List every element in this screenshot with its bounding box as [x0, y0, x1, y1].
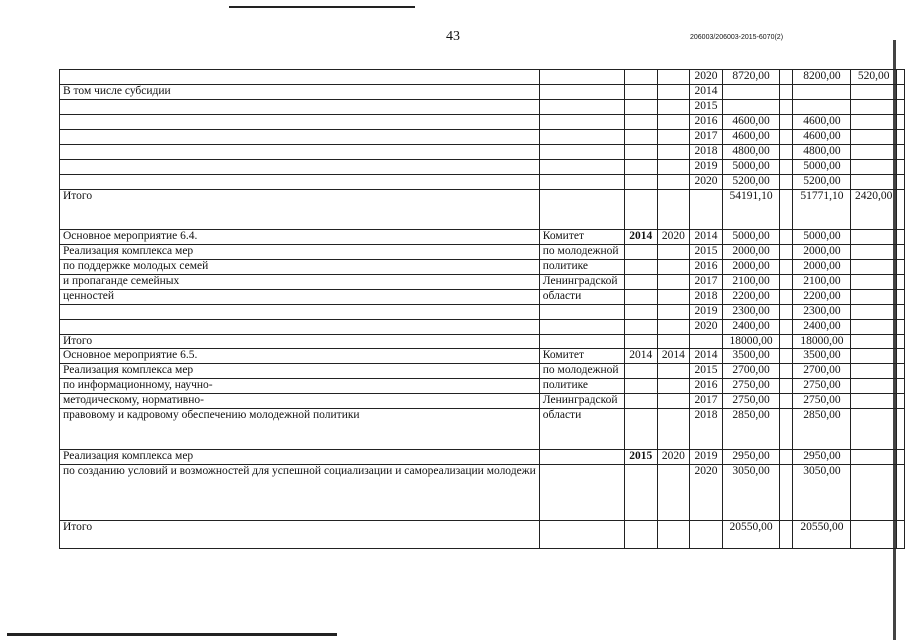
- scan-artifact-bottom: [7, 633, 337, 636]
- cell-regional: 2200,00: [793, 290, 851, 305]
- cell-total: 2700,00: [723, 364, 780, 379]
- cell-start-year: [624, 465, 657, 521]
- table-row: [60, 521, 905, 549]
- cell-regional: 5000,00: [793, 160, 851, 175]
- cell-other: [896, 409, 904, 450]
- table-row: [60, 145, 905, 160]
- cell-regional: 2750,00: [793, 379, 851, 394]
- cell-end-year: [657, 245, 689, 260]
- cell-regional: 8200,00: [793, 70, 851, 85]
- cell-end-year: [657, 85, 689, 100]
- cell-executor: [539, 465, 624, 521]
- cell-regional: 2700,00: [793, 364, 851, 379]
- cell-end-year: [657, 465, 689, 521]
- cell-local: [851, 320, 897, 335]
- cell-year: 2016: [689, 115, 722, 130]
- cell-year: 2015: [689, 364, 722, 379]
- cell-description: Основное мероприятие 6.5.: [60, 349, 540, 364]
- cell-local: [851, 100, 897, 115]
- cell-other: [896, 230, 904, 245]
- cell-year: 2019: [689, 450, 722, 465]
- table-row: [60, 364, 905, 379]
- cell-executor: [539, 85, 624, 100]
- cell-other: [896, 190, 904, 230]
- table-row: [60, 245, 905, 260]
- cell-year: [689, 521, 722, 549]
- cell-end-year: [657, 70, 689, 85]
- cell-federal: [780, 175, 793, 190]
- document-code: 206003/206003-2015-6070(2): [690, 34, 784, 41]
- cell-other: [896, 320, 904, 335]
- cell-start-year: [624, 85, 657, 100]
- cell-other: [896, 260, 904, 275]
- table-row: [60, 275, 905, 290]
- cell-local: [851, 349, 897, 364]
- cell-start-year: [624, 145, 657, 160]
- cell-other: [896, 175, 904, 190]
- cell-start-year: [624, 260, 657, 275]
- cell-total: [723, 100, 780, 115]
- cell-total: 8720,00: [723, 70, 780, 85]
- cell-federal: [780, 190, 793, 230]
- cell-federal: [780, 115, 793, 130]
- cell-federal: [780, 409, 793, 450]
- cell-local: [851, 335, 897, 349]
- cell-end-year: [657, 100, 689, 115]
- cell-other: [896, 305, 904, 320]
- cell-executor: [539, 115, 624, 130]
- cell-local: [851, 160, 897, 175]
- cell-end-year: [657, 160, 689, 175]
- cell-regional: 4800,00: [793, 145, 851, 160]
- cell-executor: [539, 320, 624, 335]
- table-row: [60, 130, 905, 145]
- cell-regional: 2850,00: [793, 409, 851, 450]
- cell-other: [896, 394, 904, 409]
- cell-other: [896, 275, 904, 290]
- cell-description: Реализация комплекса мер: [60, 364, 540, 379]
- cell-end-year: [657, 394, 689, 409]
- cell-local: [851, 364, 897, 379]
- cell-local: [851, 305, 897, 320]
- cell-description: [60, 70, 540, 85]
- cell-total: 2200,00: [723, 290, 780, 305]
- cell-federal: [780, 260, 793, 275]
- cell-description: по созданию условий и возможностей для успешной социализации и самореализации молодежи: [60, 465, 540, 521]
- cell-executor: [539, 145, 624, 160]
- table-row: [60, 465, 905, 521]
- cell-description: [60, 320, 540, 335]
- cell-executor: по молодежной: [539, 364, 624, 379]
- table-row: [60, 450, 905, 465]
- cell-executor: Комитет: [539, 230, 624, 245]
- cell-description: [60, 130, 540, 145]
- cell-end-year: [657, 409, 689, 450]
- table-row: [60, 305, 905, 320]
- cell-regional: 2400,00: [793, 320, 851, 335]
- cell-executor: области: [539, 290, 624, 305]
- cell-start-year: [624, 305, 657, 320]
- cell-federal: [780, 465, 793, 521]
- cell-federal: [780, 160, 793, 175]
- cell-regional: 2000,00: [793, 245, 851, 260]
- cell-local: 520,00: [851, 70, 897, 85]
- cell-executor: Комитет: [539, 349, 624, 364]
- cell-end-year: [657, 305, 689, 320]
- cell-other: [896, 450, 904, 465]
- cell-description: Итого: [60, 521, 540, 549]
- cell-local: [851, 409, 897, 450]
- cell-year: 2014: [689, 85, 722, 100]
- cell-total: 5000,00: [723, 230, 780, 245]
- cell-other: [896, 335, 904, 349]
- cell-total: 18000,00: [723, 335, 780, 349]
- cell-end-year: [657, 145, 689, 160]
- cell-start-year: [624, 245, 657, 260]
- table-row: [60, 394, 905, 409]
- cell-year: 2015: [689, 245, 722, 260]
- cell-local: [851, 115, 897, 130]
- cell-start-year: [624, 160, 657, 175]
- cell-end-year: [657, 175, 689, 190]
- cell-end-year: [657, 290, 689, 305]
- cell-description: ценностей: [60, 290, 540, 305]
- cell-total: 2400,00: [723, 320, 780, 335]
- cell-local: [851, 230, 897, 245]
- cell-executor: [539, 130, 624, 145]
- cell-end-year: 2014: [657, 349, 689, 364]
- cell-federal: [780, 379, 793, 394]
- cell-description: по поддержке молодых семей: [60, 260, 540, 275]
- cell-regional: 5000,00: [793, 230, 851, 245]
- cell-start-year: [624, 115, 657, 130]
- cell-regional: 2750,00: [793, 394, 851, 409]
- cell-other: [896, 245, 904, 260]
- cell-start-year: [624, 320, 657, 335]
- cell-federal: [780, 320, 793, 335]
- cell-executor: [539, 335, 624, 349]
- cell-year: 2017: [689, 394, 722, 409]
- cell-description: [60, 145, 540, 160]
- cell-year: 2014: [689, 230, 722, 245]
- cell-other: [896, 521, 904, 549]
- cell-local: [851, 379, 897, 394]
- cell-end-year: [657, 364, 689, 379]
- cell-other: [896, 115, 904, 130]
- table-row: [60, 100, 905, 115]
- cell-description: и пропаганде семейных: [60, 275, 540, 290]
- cell-description: [60, 305, 540, 320]
- cell-year: 2020: [689, 320, 722, 335]
- cell-start-year: [624, 100, 657, 115]
- cell-start-year: [624, 70, 657, 85]
- cell-local: [851, 275, 897, 290]
- cell-local: 2420,00: [851, 190, 897, 230]
- cell-end-year: 2020: [657, 230, 689, 245]
- cell-local: [851, 245, 897, 260]
- cell-executor: Ленинградской: [539, 394, 624, 409]
- cell-federal: [780, 85, 793, 100]
- cell-local: [851, 450, 897, 465]
- cell-other: [896, 85, 904, 100]
- cell-executor: по молодежной: [539, 245, 624, 260]
- table-row: [60, 190, 905, 230]
- cell-executor: [539, 190, 624, 230]
- cell-local: [851, 175, 897, 190]
- cell-start-year: [624, 275, 657, 290]
- table-row: [60, 260, 905, 275]
- cell-start-year: 2015: [624, 450, 657, 465]
- cell-executor: Ленинградской: [539, 275, 624, 290]
- cell-year: 2018: [689, 145, 722, 160]
- cell-regional: 2300,00: [793, 305, 851, 320]
- cell-end-year: 2020: [657, 450, 689, 465]
- cell-description: [60, 115, 540, 130]
- cell-federal: [780, 394, 793, 409]
- cell-start-year: [624, 290, 657, 305]
- table-row: [60, 115, 905, 130]
- cell-other: [896, 100, 904, 115]
- cell-total: 3500,00: [723, 349, 780, 364]
- cell-end-year: [657, 521, 689, 549]
- cell-executor: [539, 100, 624, 115]
- cell-start-year: [624, 521, 657, 549]
- cell-year: 2016: [689, 260, 722, 275]
- cell-year: 2020: [689, 175, 722, 190]
- cell-start-year: [624, 364, 657, 379]
- cell-year: 2015: [689, 100, 722, 115]
- cell-year: 2016: [689, 379, 722, 394]
- table-row: [60, 70, 905, 85]
- cell-other: [896, 145, 904, 160]
- table-row: [60, 175, 905, 190]
- cell-year: 2020: [689, 465, 722, 521]
- cell-end-year: [657, 115, 689, 130]
- cell-regional: [793, 100, 851, 115]
- cell-description: В том числе субсидии: [60, 85, 540, 100]
- cell-end-year: [657, 260, 689, 275]
- cell-federal: [780, 521, 793, 549]
- cell-other: [896, 130, 904, 145]
- cell-year: 2019: [689, 160, 722, 175]
- cell-federal: [780, 335, 793, 349]
- cell-total: 2950,00: [723, 450, 780, 465]
- cell-total: 2750,00: [723, 394, 780, 409]
- cell-local: [851, 145, 897, 160]
- cell-executor: политике: [539, 379, 624, 394]
- cell-other: [896, 379, 904, 394]
- cell-federal: [780, 130, 793, 145]
- cell-description: [60, 175, 540, 190]
- cell-total: 5200,00: [723, 175, 780, 190]
- cell-total: 2000,00: [723, 245, 780, 260]
- table-row: [60, 409, 905, 450]
- cell-local: [851, 465, 897, 521]
- cell-end-year: [657, 275, 689, 290]
- cell-start-year: [624, 130, 657, 145]
- table-row: [60, 290, 905, 305]
- cell-year: 2018: [689, 409, 722, 450]
- cell-regional: 51771,10: [793, 190, 851, 230]
- cell-federal: [780, 245, 793, 260]
- cell-total: 2000,00: [723, 260, 780, 275]
- cell-federal: [780, 450, 793, 465]
- cell-start-year: [624, 379, 657, 394]
- cell-total: 3050,00: [723, 465, 780, 521]
- table-row: [60, 349, 905, 364]
- cell-total: 4600,00: [723, 130, 780, 145]
- cell-executor: [539, 160, 624, 175]
- cell-year: 2014: [689, 349, 722, 364]
- cell-total: [723, 85, 780, 100]
- cell-federal: [780, 70, 793, 85]
- cell-description: Реализация комплекса мер: [60, 450, 540, 465]
- cell-regional: 2000,00: [793, 260, 851, 275]
- cell-federal: [780, 305, 793, 320]
- cell-federal: [780, 145, 793, 160]
- cell-total: 4800,00: [723, 145, 780, 160]
- cell-year: 2017: [689, 130, 722, 145]
- cell-description: Реализация комплекса мер: [60, 245, 540, 260]
- cell-regional: 3050,00: [793, 465, 851, 521]
- cell-executor: политике: [539, 260, 624, 275]
- cell-other: [896, 290, 904, 305]
- cell-start-year: 2014: [624, 349, 657, 364]
- cell-executor: [539, 450, 624, 465]
- scan-artifact-top: [229, 6, 415, 8]
- cell-federal: [780, 230, 793, 245]
- cell-other: [896, 160, 904, 175]
- cell-federal: [780, 275, 793, 290]
- cell-end-year: [657, 320, 689, 335]
- cell-total: 2300,00: [723, 305, 780, 320]
- cell-description: Итого: [60, 190, 540, 230]
- cell-end-year: [657, 190, 689, 230]
- cell-regional: 2950,00: [793, 450, 851, 465]
- cell-regional: [793, 85, 851, 100]
- cell-executor: [539, 305, 624, 320]
- cell-federal: [780, 290, 793, 305]
- cell-description: методическому, нормативно-: [60, 394, 540, 409]
- cell-other: [896, 70, 904, 85]
- budget-table: [59, 69, 905, 549]
- cell-regional: 3500,00: [793, 349, 851, 364]
- page-number: 43: [446, 29, 460, 44]
- cell-federal: [780, 364, 793, 379]
- cell-year: 2020: [689, 70, 722, 85]
- cell-local: [851, 394, 897, 409]
- cell-start-year: [624, 175, 657, 190]
- cell-total: 2750,00: [723, 379, 780, 394]
- cell-executor: области: [539, 409, 624, 450]
- table-row: [60, 230, 905, 245]
- cell-description: Основное мероприятие 6.4.: [60, 230, 540, 245]
- cell-year: 2017: [689, 275, 722, 290]
- cell-year: 2019: [689, 305, 722, 320]
- cell-total: 54191,10: [723, 190, 780, 230]
- cell-local: [851, 521, 897, 549]
- cell-end-year: [657, 335, 689, 349]
- cell-description: правовому и кадровому обеспечению молодежной политики: [60, 409, 540, 450]
- cell-year: [689, 335, 722, 349]
- cell-local: [851, 130, 897, 145]
- cell-regional: 18000,00: [793, 335, 851, 349]
- table-row: [60, 85, 905, 100]
- cell-regional: 4600,00: [793, 115, 851, 130]
- cell-executor: [539, 70, 624, 85]
- cell-start-year: [624, 409, 657, 450]
- cell-executor: [539, 521, 624, 549]
- cell-local: [851, 290, 897, 305]
- cell-description: Итого: [60, 335, 540, 349]
- table-row: [60, 160, 905, 175]
- cell-total: 20550,00: [723, 521, 780, 549]
- cell-start-year: [624, 394, 657, 409]
- cell-other: [896, 465, 904, 521]
- cell-other: [896, 364, 904, 379]
- cell-end-year: [657, 130, 689, 145]
- cell-local: [851, 85, 897, 100]
- table-row: [60, 320, 905, 335]
- cell-year: [689, 190, 722, 230]
- cell-total: 2100,00: [723, 275, 780, 290]
- cell-executor: [539, 175, 624, 190]
- cell-total: 5000,00: [723, 160, 780, 175]
- cell-year: 2018: [689, 290, 722, 305]
- cell-federal: [780, 100, 793, 115]
- cell-regional: 5200,00: [793, 175, 851, 190]
- cell-start-year: [624, 335, 657, 349]
- cell-description: [60, 160, 540, 175]
- table-row: [60, 379, 905, 394]
- cell-regional: 4600,00: [793, 130, 851, 145]
- cell-total: 2850,00: [723, 409, 780, 450]
- cell-total: 4600,00: [723, 115, 780, 130]
- cell-description: по информационному, научно-: [60, 379, 540, 394]
- cell-federal: [780, 349, 793, 364]
- cell-start-year: [624, 190, 657, 230]
- cell-description: [60, 100, 540, 115]
- cell-local: [851, 260, 897, 275]
- cell-other: [896, 349, 904, 364]
- cell-start-year: 2014: [624, 230, 657, 245]
- cell-regional: 2100,00: [793, 275, 851, 290]
- table-row: [60, 335, 905, 349]
- cell-regional: 20550,00: [793, 521, 851, 549]
- cell-end-year: [657, 379, 689, 394]
